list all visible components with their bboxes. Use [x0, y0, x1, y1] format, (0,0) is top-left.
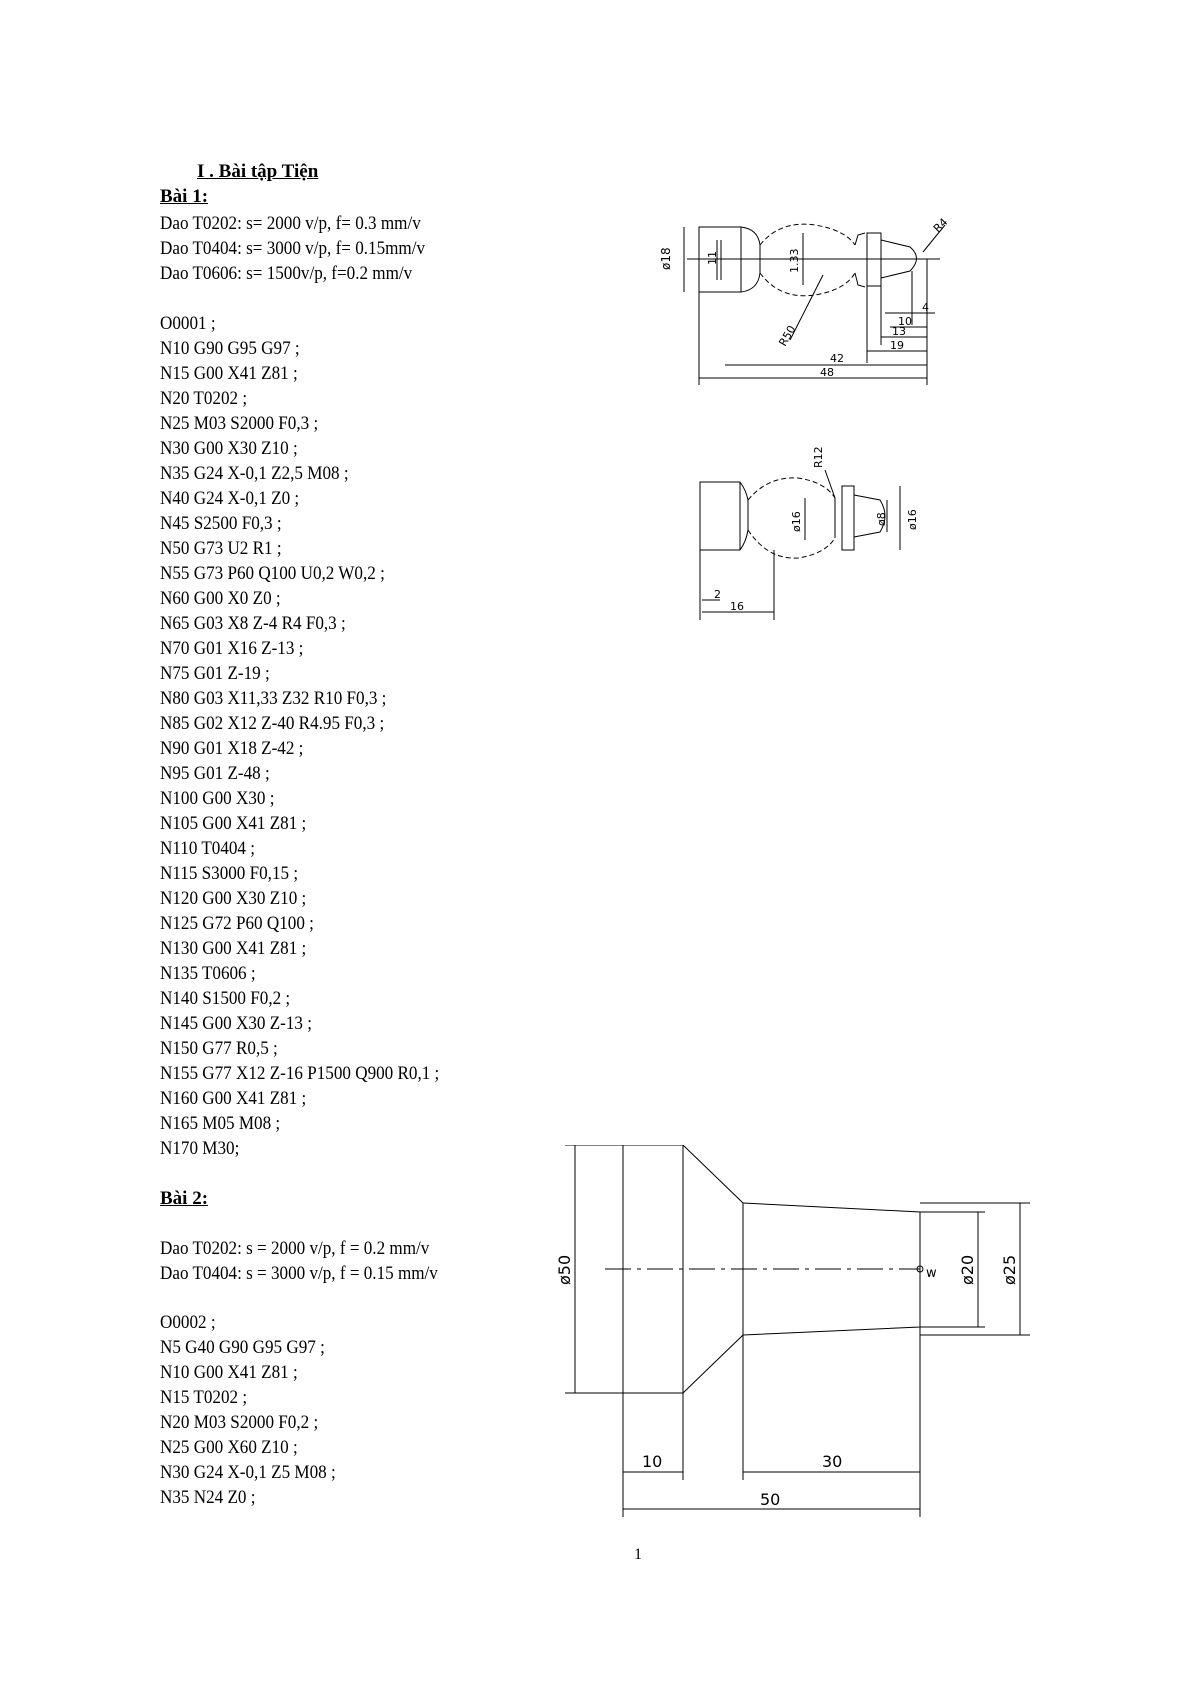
dim-l50: 50: [760, 1490, 781, 1509]
program-line: N20 T0202 ;: [160, 388, 248, 409]
page-number: 1: [634, 1546, 642, 1563]
exercise-2-tools: [160, 1236, 469, 1286]
program-line: N25 G00 X60 Z10 ;: [160, 1437, 298, 1458]
exercise-1-tools: [160, 211, 454, 286]
dim-r4: R4: [930, 215, 951, 236]
program-line: O0001 ;: [160, 313, 216, 334]
program-line: N35 N24 Z0 ;: [160, 1487, 256, 1508]
exercise-2-part-drawing: [540, 1145, 1040, 1535]
program-line: N20 M03 S2000 F0,2 ;: [160, 1412, 319, 1433]
dim-d18: ø18: [659, 247, 673, 270]
workpiece-zero-label: w: [926, 1266, 937, 1281]
dim-l2: 2: [714, 588, 721, 601]
program-line: N165 M05 M08 ;: [160, 1113, 281, 1134]
dim-d11: 11: [706, 251, 719, 265]
program-line: N150 G77 R0,5 ;: [160, 1038, 278, 1059]
dim-z10: 10: [898, 315, 912, 328]
program-line: N155 G77 X12 Z-16 P1500 Q900 R0,1 ;: [160, 1063, 440, 1084]
tool-line: Dao T0404: s= 3000 v/p, f= 0.15mm/v: [160, 238, 426, 259]
tool-line: Dao T0404: s = 3000 v/p, f = 0.15 mm/v: [160, 1263, 438, 1284]
program-line: N115 S3000 F0,15 ;: [160, 863, 299, 884]
program-line: N100 G00 X30 ;: [160, 788, 275, 809]
dim-l30: 30: [822, 1452, 843, 1471]
program-line: N140 S1500 F0,2 ;: [160, 988, 291, 1009]
dim-l16: 16: [730, 600, 744, 613]
program-line: N110 T0404 ;: [160, 838, 256, 859]
program-line: N75 G01 Z-19 ;: [160, 663, 270, 684]
dim-z48: 48: [820, 366, 834, 379]
program-line: N85 G02 X12 Z-40 R4.95 F0,3 ;: [160, 713, 385, 734]
dim-d20: ø20: [958, 1254, 977, 1285]
exercise-2-program: [160, 1310, 355, 1510]
program-line: N105 G00 X41 Z81 ;: [160, 813, 307, 834]
dim-z13: 13: [892, 325, 906, 338]
dim-l10: 10: [642, 1452, 663, 1471]
program-line: N95 G01 Z-48 ;: [160, 763, 270, 784]
program-line: N30 G00 X30 Z10 ;: [160, 438, 298, 459]
program-line: N120 G00 X30 Z10 ;: [160, 888, 307, 909]
program-line: N90 G01 X18 Z-42 ;: [160, 738, 304, 759]
exercise-2-title: Bài 2:: [160, 1188, 209, 1209]
program-line: N10 G00 X41 Z81 ;: [160, 1362, 298, 1383]
exercise-1-program: [160, 311, 470, 1161]
dim-r50: R50: [776, 323, 799, 349]
program-line: N125 G72 P60 Q100 ;: [160, 913, 314, 934]
dim-133: 1.33: [788, 248, 801, 273]
tool-line: Dao T0202: s= 2000 v/p, f= 0.3 mm/v: [160, 213, 421, 234]
dim-z19: 19: [890, 339, 904, 352]
tool-line: Dao T0606: s= 1500v/p, f=0.2 mm/v: [160, 263, 413, 284]
tool-line: Dao T0202: s = 2000 v/p, f = 0.2 mm/v: [160, 1238, 430, 1259]
dim-z42: 42: [830, 352, 844, 365]
dim-d50: ø50: [555, 1254, 574, 1285]
program-line: N50 G73 U2 R1 ;: [160, 538, 282, 559]
program-line: N145 G00 X30 Z-13 ;: [160, 1013, 313, 1034]
program-line: N25 M03 S2000 F0,3 ;: [160, 413, 319, 434]
program-line: N70 G01 X16 Z-13 ;: [160, 638, 304, 659]
program-line: N160 G00 X41 Z81 ;: [160, 1088, 307, 1109]
dim-d16b: ø16: [906, 509, 919, 530]
program-line: N65 G03 X8 Z-4 R4 F0,3 ;: [160, 613, 346, 634]
program-line: N35 G24 X-0,1 Z2,5 M08 ;: [160, 463, 349, 484]
program-line: O0002 ;: [160, 1312, 216, 1333]
program-line: N5 G40 G90 G95 G97 ;: [160, 1337, 325, 1358]
program-line: N10 G90 G95 G97 ;: [160, 338, 300, 359]
program-line: N45 S2500 F0,3 ;: [160, 513, 282, 534]
program-line: N55 G73 P60 Q100 U0,2 W0,2 ;: [160, 563, 385, 584]
dim-r12: R12: [812, 446, 825, 468]
exercise-1-part-drawing: [640, 215, 1000, 415]
program-line: N15 G00 X41 Z81 ;: [160, 363, 298, 384]
program-line: N60 G00 X0 Z0 ;: [160, 588, 281, 609]
dim-z4: 4: [922, 301, 929, 314]
program-line: N130 G00 X41 Z81 ;: [160, 938, 307, 959]
exercise-1-detail-drawing: [690, 440, 1020, 620]
dim-d8: ø8: [875, 512, 888, 526]
dim-d25: ø25: [1000, 1254, 1019, 1285]
program-line: N135 T0606 ;: [160, 963, 256, 984]
program-line: N80 G03 X11,33 Z32 R10 F0,3 ;: [160, 688, 387, 709]
section-title: I . Bài tập Tiện: [197, 161, 319, 182]
dim-d16a: ø16: [790, 511, 803, 532]
program-line: N30 G24 X-0,1 Z5 M08 ;: [160, 1462, 336, 1483]
program-line: N40 G24 X-0,1 Z0 ;: [160, 488, 300, 509]
program-line: N15 T0202 ;: [160, 1387, 248, 1408]
exercise-1-title: Bài 1:: [160, 186, 209, 207]
program-line: N170 M30;: [160, 1138, 240, 1159]
